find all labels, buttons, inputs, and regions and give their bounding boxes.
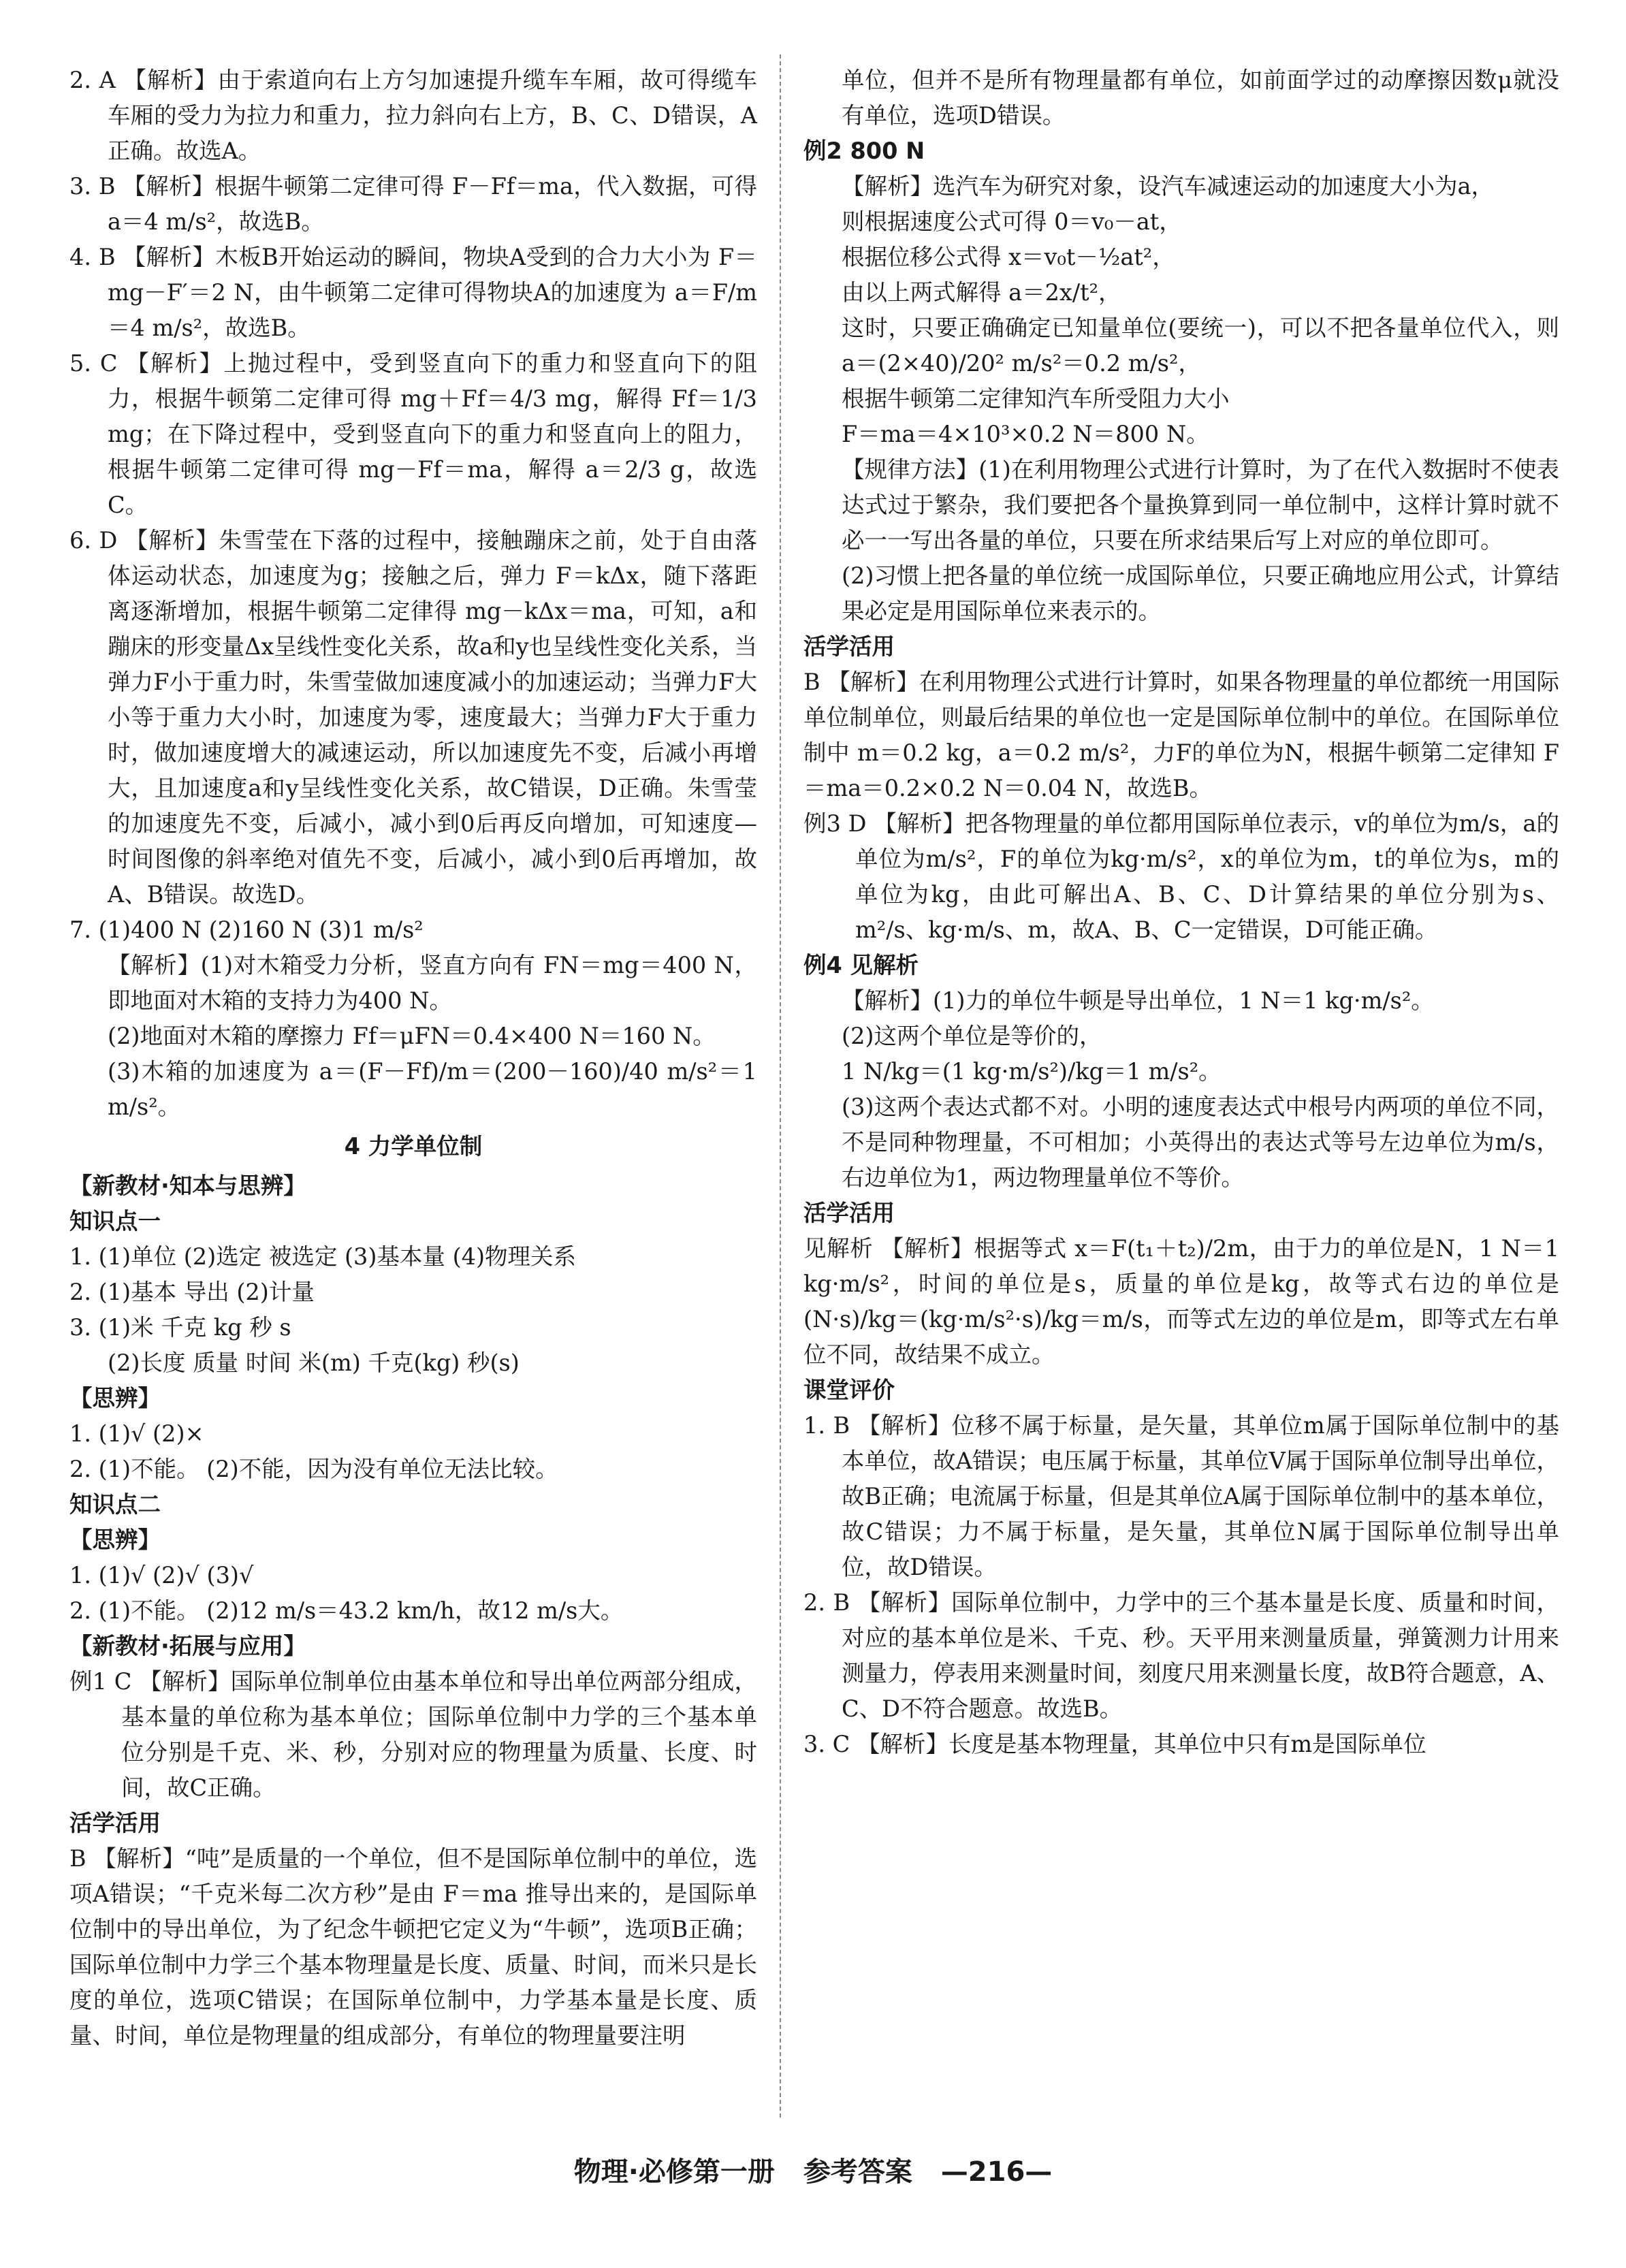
left-paragraph: 1. (1)√ (2)√ (3)√ [69,1562,254,1588]
left-paragraph: 知识点二 [69,1491,161,1518]
left-paragraph: B 【解析】“吨”是质量的一个单位，但不是国际单位制中的单位，选项A错误；“千克米每二次方秒”是由 F＝ma 推导出来的，是国际单位制中的导出单位，为了纪念牛顿把它定义为“牛顿”，选项B正确；国际单位制中力学三个基本物理量是长度、质量、时间，而米只是长度的单位，选项C错误；在国际单位制中，力学基本量是长度、质量、时间，单位是物理量的组成部分，有单位的物理量要注明 [69,1845,757,2049]
right-paragraph: 根据牛顿第二定律知汽车所受阻力大小 [842,385,1230,412]
right-paragraph: (2)习惯上把各量的单位统一成国际单位，只要正确地应用公式，计算结果必定是用国际单位来表示的。 [842,562,1559,624]
page-footer [0,2150,1626,2189]
left-paragraph: 【新教材·知本与思辨】 [69,1172,306,1199]
left-paragraph: 5. C 【解析】上抛过程中，受到竖直向下的重力和竖直向下的阻力，根据牛顿第二定律可得 mg＋Ff＝4/3 mg，解得 Ff＝1/3 mg；在下降过程中，受到竖直向下的重力和竖直向上的阻力，根据牛顿第二定律可得 mg－Ff＝ma，解得 a＝2/3 g，故选C。 [69,350,757,518]
right-paragraph: 3. C 【解析】长度是基本物理量，其单位中只有m是国际单位 [803,1731,1426,1757]
left-paragraph: 4. B 【解析】木板B开始运动的瞬间，物块A受到的合力大小为 F＝mg－F′＝2 N，由牛顿第二定律可得物块A的加速度为 a＝F/m＝4 m/s²，故选B。 [69,244,757,341]
left-paragraph: 3. (1)米 千克 kg 秒 s [69,1314,291,1341]
left-paragraph: 1. (1)单位 (2)选定 被选定 (3)基本量 (4)物理关系 [69,1243,577,1270]
right-paragraph: 例4 见解析 [803,952,919,978]
left-paragraph: 2. (1)不能。 (2)12 m/s＝43.2 km/h，故12 m/s大。 [69,1597,624,1624]
right-paragraph: 由以上两式解得 a＝2x/t²， [842,279,1121,306]
right-paragraph: 例2 800 N [803,138,925,164]
right-paragraph: 【解析】(1)力的单位牛顿是导出单位，1 N＝1 kg·m/s²。 [842,987,1434,1014]
left-paragraph: 2. (1)不能。 (2)不能，因为没有单位无法比较。 [69,1456,558,1482]
left-column [69,63,757,2054]
left-paragraph: 【解析】(1)对木箱受力分析，竖直方向有 FN＝mg＝400 N，即地面对木箱的支持力为400 N。 [108,952,757,1014]
left-paragraph: 6. D 【解析】朱雪莹在下落的过程中，接触蹦床之前，处于自由落体运动状态，加速度为g；接触之后，弹力 F＝kΔx，随下落距离逐渐增加，根据牛顿第二定律得 mg－kΔx＝ma，可知，a和蹦床的形变量Δx呈线性变化关系，故a和y也呈线性变化关系，当弹力F小于重力时，朱雪莹做加速度减小的加速运动；当弹力F大小等于重力大小时，加速度为零，速度最大；当弹力F大于重力时，做加速度增大的减速运动，所以加速度先不变，后减小再增大，且加速度a和y呈线性变化关系，故C错误，D正确。朱雪莹的加速度先不变，后减小，减小到0后再反向增加，可知速度—时间图像的斜率绝对值先不变，后减小，减小到0后再增加，故A、B错误。故选D。 [69,527,757,908]
right-column [803,63,1559,1762]
left-paragraph: (3)木箱的加速度为 a＝(F－Ff)/m＝(200－160)/40 m/s²＝1 m/s²。 [108,1058,757,1120]
right-paragraph: 【规律方法】(1)在利用物理公式进行计算时，为了在代入数据时不使表达式过于繁杂，我们要把各个量换算到同一单位制中，这样计算时就不必一一写出各量的单位，只要在所求结果后写上对应的单位即可。 [842,456,1559,554]
right-paragraph: 单位，但并不是所有物理量都有单位，如前面学过的动摩擦因数μ就没有单位，选项D错误。 [842,67,1559,129]
right-paragraph: (3)这两个表达式都不对。小明的速度表达式中根号内两项的单位不同，不是同种物理量，不可相加；小英得出的表达式等号左边单位为m/s，右边单位为1，两边物理量单位不等价。 [842,1093,1559,1191]
right-paragraph: (2)这两个单位是等价的， [842,1023,1102,1049]
left-paragraph: 知识点一 [69,1208,161,1234]
right-paragraph: 1 N/kg＝(1 kg·m/s²)/kg＝1 m/s²。 [842,1058,1222,1085]
right-paragraph: 活学活用 [803,633,895,660]
right-paragraph: 例3 D 【解析】把各物理量的单位都用国际单位表示，v的单位为m/s，a的单位为m/s²，F的单位为kg·m/s²，x的单位为m，t的单位为s，m的单位为kg，由此可解出A、B、C、D计算结果的单位分别为s、m²/s、kg·m/s、m，故A、B、C一定错误，D可能正确。 [803,810,1559,943]
left-paragraph: (2)长度 质量 时间 米(m) 千克(kg) 秒(s) [108,1349,520,1376]
left-paragraph: 例1 C 【解析】国际单位制单位由基本单位和导出单位两部分组成，基本量的单位称为基本单位；国际单位制中力学的三个基本单位分别是千克、米、秒，分别对应的物理量为质量、长度、时间，故C正确。 [69,1668,757,1801]
left-paragraph: 活学活用 [69,1810,161,1836]
left-paragraph: 2. (1)基本 导出 (2)计量 [69,1279,315,1305]
right-paragraph: F＝ma＝4×10³×0.2 N＝800 N。 [842,421,1209,447]
right-paragraph: 这时，只要正确确定已知量单位(要统一)，可以不把各量单位代入，则 a＝(2×40)/20² m/s²＝0.2 m/s²， [842,315,1559,377]
left-paragraph: 【思辨】 [69,1527,161,1553]
left-paragraph: 3. B 【解析】根据牛顿第二定律可得 F－Ff＝ma，代入数据，可得 a＝4 m/s²，故选B。 [69,173,757,235]
column-divider [780,54,781,2118]
left-paragraph: 1. (1)√ (2)× [69,1420,204,1447]
left-paragraph: 【思辨】 [69,1385,161,1411]
right-paragraph: 根据位移公式得 x＝v₀t－½at²， [842,244,1175,270]
right-paragraph: 1. B 【解析】位移不属于标量，是矢量，其单位m属于国际单位制中的基本单位，故A错误；电压属于标量，其单位V属于国际单位制导出单位，故B正确；电流属于标量，但是其单位A属于国际单位制中的基本单位，故C错误；力不属于标量，是矢量，其单位N属于国际单位制导出单位，故D错误。 [803,1412,1559,1580]
right-paragraph: 则根据速度公式可得 0＝v₀－at， [842,208,1182,235]
right-paragraph: 课堂评价 [803,1377,895,1403]
left-paragraph: (2)地面对木箱的摩擦力 Ff＝μFN＝0.4×400 N＝160 N。 [108,1023,716,1049]
footer-subject: 物理·必修第一册 [573,2156,775,2188]
left-paragraph: 4 力学单位制 [344,1133,483,1160]
footer-page-number: —216— [940,2156,1053,2188]
left-paragraph: 【新教材·拓展与应用】 [69,1633,306,1659]
footer-label: 参考答案 [803,2156,912,2188]
right-paragraph: 2. B 【解析】国际单位制中，力学中的三个基本量是长度、质量和时间，对应的基本单位是米、千克、秒。天平用来测量质量，弹簧测力计用来测量力，停表用来测量时间，刻度尺用来测量长度，故B符合题意，A、C、D不符合题意。故选B。 [803,1589,1559,1722]
right-paragraph: 见解析 【解析】根据等式 x＝F(t₁＋t₂)/2m，由于力的单位是N，1 N＝1 kg·m/s²，时间的单位是s，质量的单位是kg，故等式右边的单位是 (N·s)/kg＝(kg·m/s²·s)/kg＝m/s，而等式左边的单位是m，即等式左右单位不同，故结果不成立。 [803,1235,1559,1368]
left-paragraph: 7. (1)400 N (2)160 N (3)1 m/s² [69,916,424,943]
right-paragraph: 【解析】选汽车为研究对象，设汽车减速运动的加速度大小为a， [842,173,1494,199]
right-paragraph: 活学活用 [803,1200,895,1226]
right-paragraph: B 【解析】在利用物理公式进行计算时，如果各物理量的单位都统一用国际单位制单位，则最后结果的单位也一定是国际单位制中的单位。在国际单位制中 m＝0.2 kg，a＝0.2 m/s²，力F的单位为N，根据牛顿第二定律知 F＝ma＝0.2×0.2 N＝0.04 N，故选B。 [803,669,1559,801]
left-paragraph: 2. A 【解析】由于索道向右上方匀加速提升缆车车厢，故可得缆车车厢的受力为拉力和重力，拉力斜向右上方，B、C、D错误，A正确。故选A。 [69,67,757,164]
